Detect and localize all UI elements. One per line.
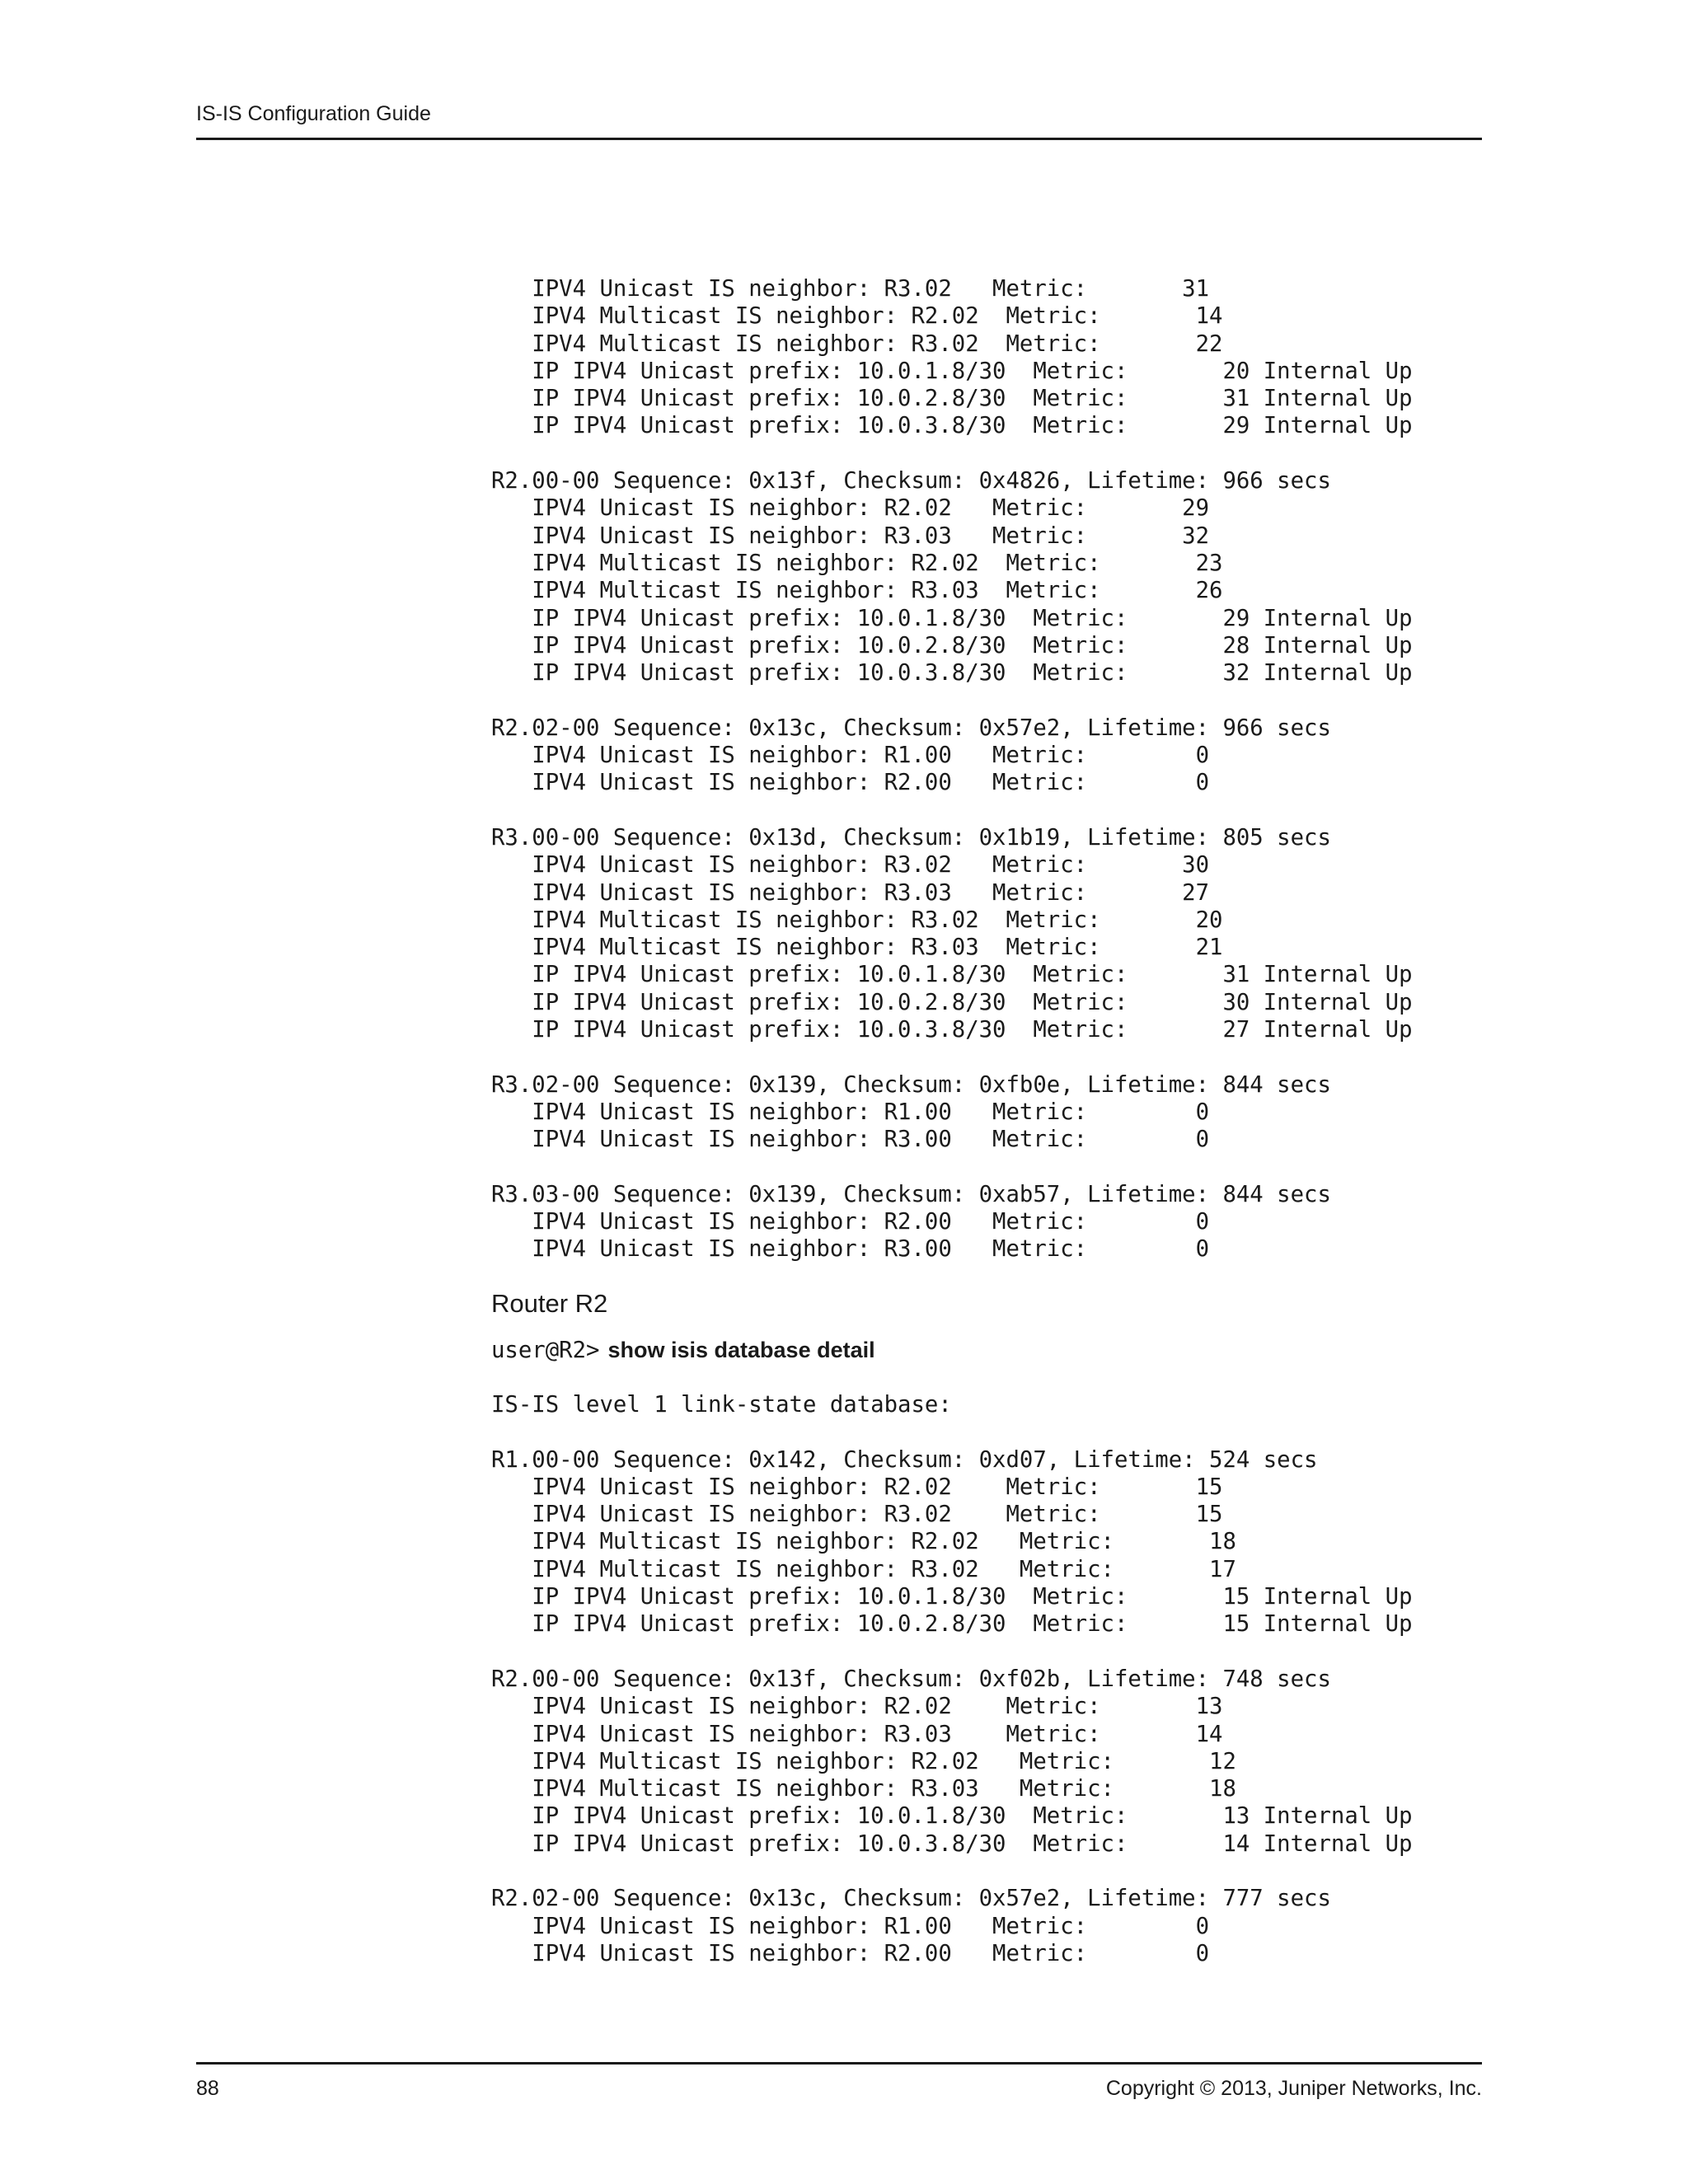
page-footer — [196, 2062, 1482, 2106]
code-output-router-r2: IS-IS level 1 link-state database: R1.00-00 Sequence: 0x142, Checksum: 0xd07, Lifetime: 524 secs IPV4 Unicast IS neighbor: R2.02 Metric: 15 IPV4 Unicast IS neighbor: R3.02 Metric: 15 IPV4 Multicast IS neighbor: R2.02 Metric: 18 IPV4 Multicast IS neighbor: R3.02 Metric: 17 IP IPV4 Unicast prefix: 10.0.1.8/30 Metric: 15 Internal Up IP IPV4 Unicast prefix: 10.0.2.8/30 Metric: 15 Internal Up R2.00-00 Sequence: 0x13f, Checksum: 0xf02b, Lifetime: 748 secs IPV4 Unicast IS neighbor: R2.02 Metric: 13 IPV4 Unicast IS neighbor: R3.03 Metric: 14 IPV4 Multicast IS neighbor: R2.02 Metric: 12 IPV4 Multicast IS neighbor: R3.03 Metric: 18 IP IPV4 Unicast prefix: 10.0.1.8/30 Metric: 13 Internal Up IP IPV4 Unicast prefix: 10.0.3.8/30 Metric: 14 Internal Up R2.02-00 Sequence: 0x13c, Checksum: 0x57e2, Lifetime: 777 secs IPV4 Unicast IS neighbor: R1.00 Metric: 0 IPV4 Unicast IS neighbor: R2.00 Metric: 0 — [491, 1392, 1413, 1966]
page-header — [196, 100, 1482, 140]
code-output-router-r1: IPV4 Unicast IS neighbor: R3.02 Metric: 31 IPV4 Multicast IS neighbor: R2.02 Metric: 14 IPV4 Multicast IS neighbor: R3.02 Metric: 22 IP IPV4 Unicast prefix: 10.0.1.8/30 Metric: 20 Internal Up IP IPV4 Unicast prefix: 10.0.2.8/30 Metric: 31 Internal Up IP IPV4 Unicast prefix: 10.0.3.8/30 Metric: 29 Internal Up R2.00-00 Sequence: 0x13f, Checksum: 0x4826, Lifetime: 966 secs IPV4 Unicast IS neighbor: R2.02 Metric: 29 IPV4 Unicast IS neighbor: R3.03 Metric: 32 IPV4 Multicast IS neighbor: R2.02 Metric: 23 IPV4 Multicast IS neighbor: R3.03 Metric: 26 IP IPV4 Unicast prefix: 10.0.1.8/30 Metric: 29 Internal Up IP IPV4 Unicast prefix: 10.0.2.8/30 Metric: 28 Internal Up IP IPV4 Unicast prefix: 10.0.3.8/30 Metric: 32 Internal Up R2.02-00 Sequence: 0x13c, Checksum: 0x57e2, Lifetime: 966 secs IPV4 Unicast IS neighbor: R1.00 Metric: 0 IPV4 Unicast IS neighbor: R2.00 Metric: 0 R3.00-00 Sequence: 0x13d, Checksum: 0x1b19, Lifetime: 805 secs IPV4 Unicast IS neighbor: R3.02 Metric: 30 IPV4 Unicast IS neighbor: R3.03 Metric: 27 IPV4 Multicast IS neighbor: R3.02 Metric: 20 IPV4 Multicast IS neighbor: R3.03 Metric: 21 IP IPV4 Unicast prefix: 10.0.1.8/30 Metric: 31 Internal Up IP IPV4 Unicast prefix: 10.0.2.8/30 Metric: 30 Internal Up IP IPV4 Unicast prefix: 10.0.3.8/30 Metric: 27 Internal Up R3.02-00 Sequence: 0x139, Checksum: 0xfb0e, Lifetime: 844 secs IPV4 Unicast IS neighbor: R1.00 Metric: 0 IPV4 Unicast IS neighbor: R3.00 Metric: 0 R3.03-00 Sequence: 0x139, Checksum: 0xab57, Lifetime: 844 secs IPV4 Unicast IS neighbor: R2.00 Metric: 0 IPV4 Unicast IS neighbor: R3.00 Metric: 0 — [491, 276, 1413, 1263]
cli-prompt: user@R2> — [491, 1338, 600, 1363]
page-number: 88 — [196, 2077, 219, 2100]
command-line — [491, 1335, 875, 1369]
cli-command: show isis database detail — [607, 1338, 875, 1362]
section-heading-router-r2: Router R2 — [491, 1289, 608, 1318]
copyright-notice: Copyright © 2013, Juniper Networks, Inc. — [1105, 2077, 1482, 2100]
guide-title: IS-IS Configuration Guide — [196, 102, 431, 125]
